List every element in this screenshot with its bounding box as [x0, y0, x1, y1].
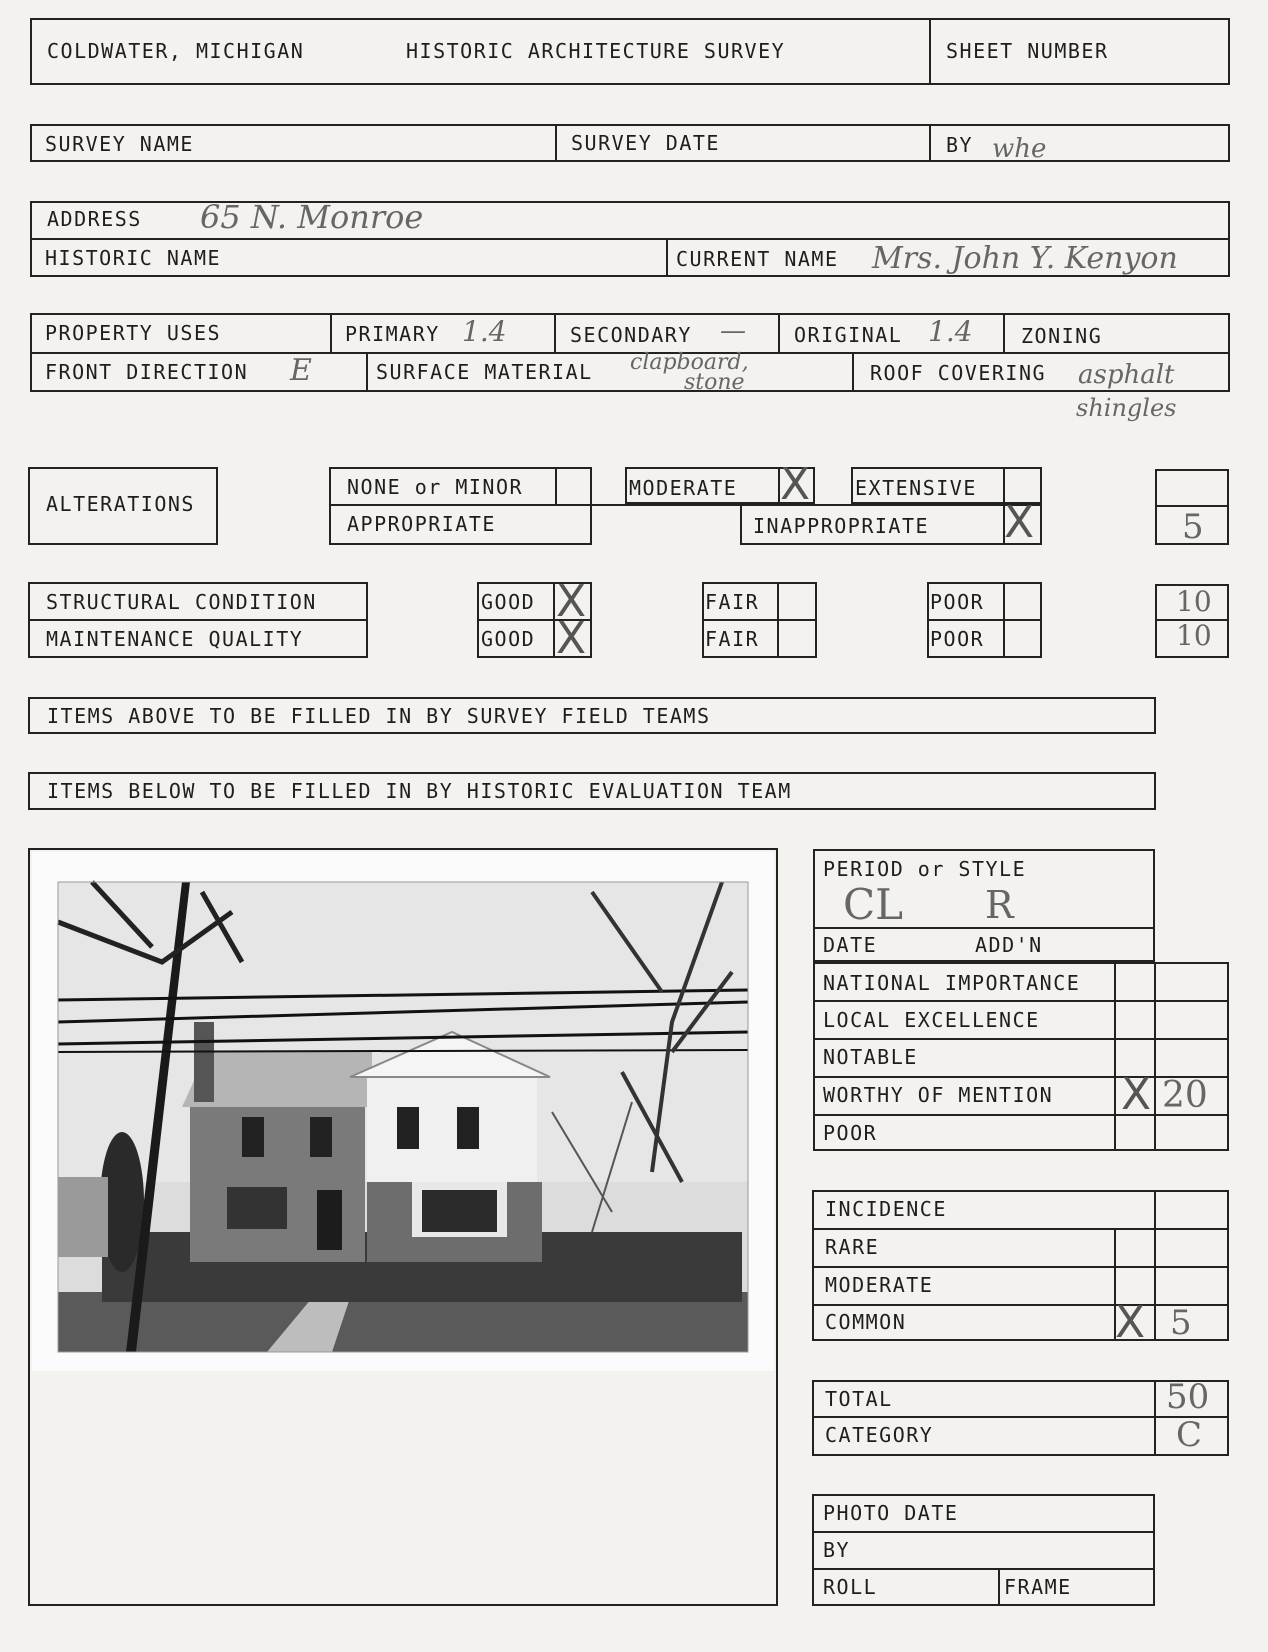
front-direction-value: E	[290, 353, 312, 388]
importance-divider-2	[813, 1038, 1229, 1040]
city-label: COLDWATER, MICHIGAN	[47, 39, 305, 63]
sheet-number-label: SHEET NUMBER	[946, 39, 1109, 63]
poor-divider	[927, 619, 1042, 621]
structural-condition-label: STRUCTURAL CONDITION	[46, 590, 317, 614]
moderate-check-mark: X	[780, 459, 811, 510]
surface-material-label: SURFACE MATERIAL	[376, 360, 593, 384]
structural-good-label: GOOD	[481, 590, 536, 614]
category-label: CATEGORY	[825, 1423, 934, 1447]
roll-label: ROLL	[823, 1575, 878, 1599]
category-value: C	[1176, 1415, 1203, 1455]
photo-date-divider-1	[812, 1531, 1155, 1533]
secondary-value: —	[720, 316, 746, 346]
front-direction-label: FRONT DIRECTION	[45, 360, 249, 384]
good-checkbox-line	[553, 582, 555, 658]
note-above-text: ITEMS ABOVE TO BE FILLED IN BY SURVEY FIELD TEAMS	[47, 704, 711, 728]
property-uses-label: PROPERTY USES	[45, 321, 222, 345]
moderate-incidence-label: MODERATE	[825, 1273, 934, 1297]
rare-label: RARE	[825, 1235, 880, 1259]
structural-fair-label: FAIR	[705, 590, 760, 614]
fair-divider	[702, 619, 817, 621]
maintenance-quality-label: MAINTENANCE QUALITY	[46, 627, 304, 651]
total-value: 50	[1166, 1377, 1210, 1417]
moderate-label: MODERATE	[629, 476, 738, 500]
zoning-label: ZONING	[1021, 324, 1103, 348]
inappropriate-check-mark: X	[1004, 497, 1035, 548]
photo-by-label: BY	[823, 1538, 851, 1562]
incidence-divider-3	[812, 1304, 1229, 1306]
incidence-divider-1	[812, 1228, 1229, 1230]
property-divider-5	[366, 352, 368, 392]
house-photo-image	[32, 852, 774, 1371]
incidence-divider-2	[812, 1266, 1229, 1268]
survey-date-label: SURVEY DATE	[571, 131, 720, 155]
poor-label: POOR	[823, 1121, 878, 1145]
original-value: 1.4	[928, 315, 973, 348]
property-divider-2	[554, 313, 556, 352]
maintenance-good-check: X	[556, 613, 587, 664]
period-value-2: R	[985, 883, 1014, 927]
fair-checkbox-line	[777, 582, 779, 658]
current-name-label: CURRENT NAME	[676, 247, 839, 271]
roll-frame-divider	[998, 1568, 1000, 1606]
survey-divider-1	[555, 124, 557, 162]
frame-label: FRAME	[1004, 1575, 1072, 1599]
common-score: 5	[1170, 1303, 1192, 1343]
appropriate-label: APPROPRIATE	[347, 512, 496, 536]
maintenance-good-label: GOOD	[481, 627, 536, 651]
date-label: DATE	[823, 933, 878, 957]
roof-covering-label: ROOF COVERING	[870, 361, 1047, 385]
maintenance-fair-label: FAIR	[705, 627, 760, 651]
none-minor-checkbox-line	[555, 467, 557, 504]
historic-name-label: HISTORIC NAME	[45, 246, 222, 270]
national-importance-label: NATIONAL IMPORTANCE	[823, 971, 1081, 995]
total-label: TOTAL	[825, 1387, 893, 1411]
importance-divider-v1	[1114, 962, 1116, 1151]
property-divider-3	[778, 313, 780, 352]
none-minor-divider	[329, 504, 592, 506]
address-value: 65 N. Monroe	[200, 198, 424, 236]
property-divider-1	[330, 313, 332, 352]
notable-label: NOTABLE	[823, 1045, 918, 1069]
period-label: PERIOD or STYLE	[823, 857, 1027, 881]
inappropriate-label: INAPPROPRIATE	[753, 514, 930, 538]
by-label: BY	[946, 133, 974, 157]
property-divider-6	[852, 352, 854, 392]
condition-label-divider	[28, 619, 368, 621]
surface-material-line1: clapboard,	[630, 350, 749, 375]
worthy-score: 20	[1162, 1075, 1208, 1116]
extensive-label: EXTENSIVE	[855, 476, 977, 500]
poor-checkbox-line	[1003, 582, 1005, 658]
importance-divider-v2	[1154, 962, 1156, 1151]
alterations-score: 5	[1182, 507, 1204, 547]
period-value-1: CL	[843, 880, 904, 929]
alterations-connector	[592, 504, 740, 506]
addn-label: ADD'N	[975, 933, 1043, 957]
worthy-check-mark: X	[1121, 1069, 1152, 1120]
structural-poor-label: POOR	[930, 590, 985, 614]
roof-line2: shingles	[1076, 394, 1177, 422]
property-divider-4	[1003, 313, 1005, 352]
worthy-label: WORTHY OF MENTION	[823, 1083, 1054, 1107]
structural-good-check: X	[556, 576, 587, 627]
maintenance-poor-label: POOR	[930, 627, 985, 651]
primary-label: PRIMARY	[345, 322, 440, 346]
by-value: whe	[992, 134, 1047, 164]
secondary-label: SECONDARY	[570, 323, 692, 347]
local-excellence-label: LOCAL EXCELLENCE	[823, 1008, 1040, 1032]
address-label: ADDRESS	[47, 207, 142, 231]
primary-value: 1.4	[462, 315, 507, 348]
common-check-mark: X	[1115, 1297, 1146, 1348]
structural-score: 10	[1176, 585, 1212, 618]
address-divider-v	[666, 238, 668, 277]
survey-divider-2	[929, 124, 931, 162]
photo-date-label: PHOTO DATE	[823, 1501, 959, 1525]
original-label: ORIGINAL	[794, 323, 903, 347]
total-divider-v	[1154, 1380, 1156, 1456]
survey-name-label: SURVEY NAME	[45, 132, 194, 156]
common-label: COMMON	[825, 1310, 907, 1334]
alterations-label: ALTERATIONS	[46, 492, 195, 516]
maintenance-score: 10	[1176, 619, 1212, 652]
header-divider	[929, 18, 931, 85]
address-divider-h	[30, 238, 1230, 240]
note-below-text: ITEMS BELOW TO BE FILLED IN BY HISTORIC EVALUATION TEAM	[47, 779, 792, 803]
surface-material-line2: stone	[684, 370, 745, 395]
current-name-value: Mrs. John Y. Kenyon	[872, 241, 1178, 276]
importance-divider-1	[813, 1000, 1229, 1002]
incidence-label: INCIDENCE	[825, 1197, 947, 1221]
house-photo	[32, 852, 774, 1371]
roof-line1: asphalt	[1078, 360, 1175, 390]
photo-date-divider-2	[812, 1568, 1155, 1570]
form-title: HISTORIC ARCHITECTURE SURVEY	[406, 39, 786, 63]
none-minor-label: NONE or MINOR	[347, 475, 524, 499]
